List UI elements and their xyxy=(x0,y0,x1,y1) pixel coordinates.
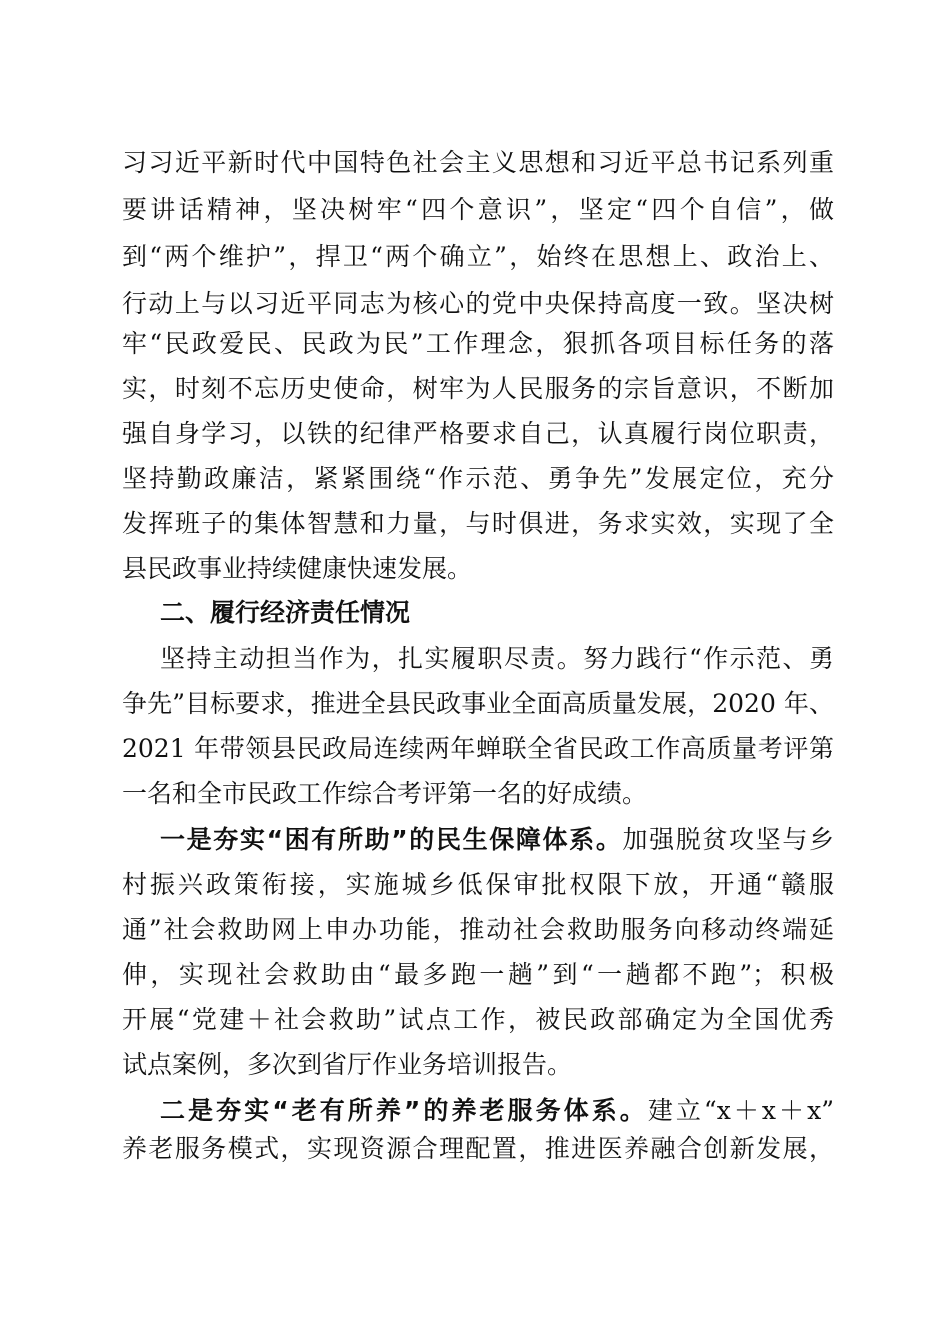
paragraph-line: 县民政事业持续健康快速发展。 xyxy=(122,554,473,583)
item-first-line xyxy=(160,1091,834,1131)
paragraph-line: 试点案例，多次到省厅作业务培训报告。 xyxy=(122,1050,573,1079)
paragraph-line: 伸，实现社会救助由“最多跑一趟”到“一趟都不跑”；积极 xyxy=(122,960,834,989)
paragraph-line: 坚持勤政廉洁，紧紧围绕“作示范、勇争先”发展定位，充分 xyxy=(122,464,834,493)
item-lead: 一是夯实“困有所助”的民生保障体系。 xyxy=(160,825,623,854)
item-text: 加强脱贫攻坚与乡 xyxy=(622,825,834,854)
section-heading: 二、履行经济责任情况 xyxy=(160,598,411,627)
paragraph-line: 要讲话精神，坚决树牢“四个意识”，坚定“四个自信”，做 xyxy=(122,195,834,224)
paragraph-line: 习习近平新时代中国特色社会主义思想和习近平总书记系列重 xyxy=(122,148,834,177)
paragraph-line: 养老服务模式，实现资源合理配置，推进医养融合创新发展， xyxy=(122,1134,834,1163)
item-first-line xyxy=(160,820,834,860)
paragraph-line: 2021 年带领县民政局连续两年蝉联全省民政工作高质量考评第 xyxy=(122,734,834,763)
paragraph-line: 一名和全市民政工作综合考评第一名的好成绩。 xyxy=(122,779,648,808)
paragraph-line: 村振兴政策衔接，实施城乡低保审批权限下放，开通“赣服 xyxy=(122,870,834,899)
paragraph-line: 发挥班子的集体智慧和力量，与时俱进，务求实效，实现了全 xyxy=(122,509,834,538)
paragraph-line: 通”社会救助网上申办功能，推动社会救助服务向移动终端延 xyxy=(122,915,834,944)
paragraph-line: 牢“民政爱民、民政为民”工作理念，狠抓各项目标任务的落 xyxy=(122,329,834,358)
paragraph-line: 坚持主动担当作为，扎实履职尽责。努力践行“作示范、勇 xyxy=(160,644,834,673)
paragraph-line: 行动上与以习近平同志为核心的党中央保持高度一致。坚决树 xyxy=(122,289,834,318)
item-text: 建立“x＋x＋x” xyxy=(647,1096,834,1125)
paragraph-line: 强自身学习，以铁的纪律严格要求自己，认真履行岗位职责， xyxy=(122,419,834,448)
item-lead: 二是夯实“老有所养”的养老服务体系。 xyxy=(160,1096,648,1125)
paragraph-line: 开展“党建＋社会救助”试点工作，被民政部确定为全国优秀 xyxy=(122,1005,834,1034)
paragraph-line: 实，时刻不忘历史使命，树牢为人民服务的宗旨意识，不断加 xyxy=(122,374,834,403)
paragraph-line: 到“两个维护”，捍卫“两个确立”，始终在思想上、政治上、 xyxy=(122,242,834,271)
paragraph-line: 争先”目标要求，推进全县民政事业全面高质量发展，2020 年、 xyxy=(122,689,834,718)
